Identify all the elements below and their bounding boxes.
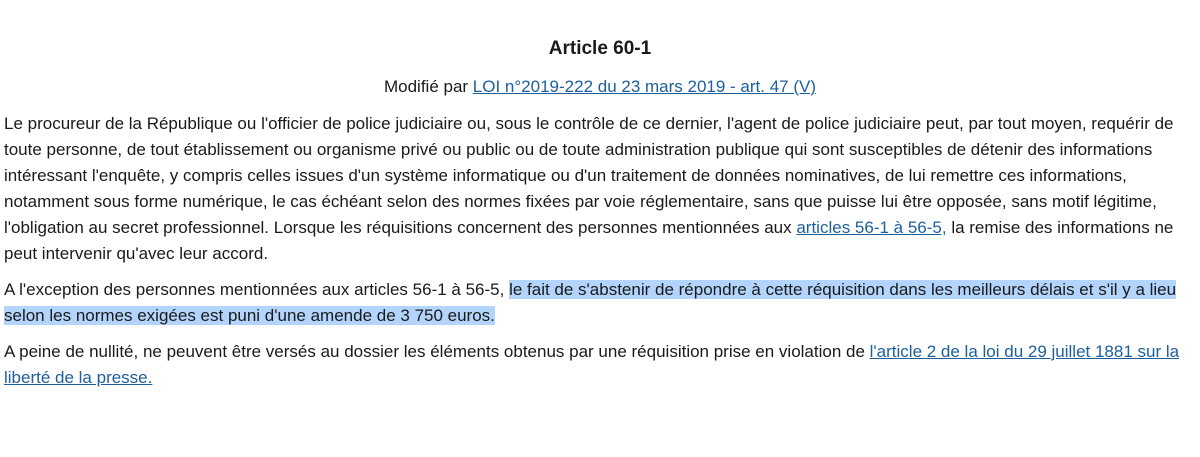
modification-line [4,77,1196,97]
press-law-link[interactable]: l'article 2 de la loi du 29 juillet 1881 sur la liberté de la presse. [4,342,1180,387]
paragraph-1-tail: la remise des informations ne peut intervenir qu'avec leur accord. [4,218,1174,263]
paragraph-1-text: Le procureur de la République ou l'officier de police judiciaire ou, sous le contrôle de ce dernier, l'agent de police judiciaire peut, par tout moyen, requérir de toute personne, de tout établissement ou organisme privé ou public ou de toute administration publique qui sont susceptibles de détenir des informations intéressant l'enquête, y compris celles issues d'un système informatique ou d'un traitement de données nominatives, de lui remettre ces informations, notamment sous forme numérique, le cas échéant selon des normes fixées par voie réglementaire, sans que puisse lui être opposée, sans motif légitime, l'obligation au secret professionnel. Lorsque les réquisitions concernent des personnes mentionnées aux [4,114,1174,237]
modified-prefix: Modifié par [383,77,473,96]
highlighted-selection: le fait de s'abstenir de répondre à cette réquisition dans les meilleurs délais et s'il y a lieu selon les normes exigées est puni d'une amende de 3 750 euros. [4,280,1177,325]
paragraph-3 [4,339,1196,391]
articles-56-link[interactable]: articles 56-1 à 56-5, [796,218,947,237]
paragraph-3-text: A peine de nullité, ne peuvent être versés au dossier les éléments obtenus par une réquisition prise en violation de [4,342,870,361]
paragraph-1 [4,111,1196,267]
article-title: Article 60-1 [548,38,652,59]
article-page [0,38,1200,391]
paragraph-2-text: A l'exception des personnes mentionnées aux articles 56-1 à 56-5, [4,280,510,299]
law-reference-link[interactable]: LOI n°2019-222 du 23 mars 2019 - art. 47 (V) [472,77,817,96]
paragraph-2 [4,277,1196,329]
